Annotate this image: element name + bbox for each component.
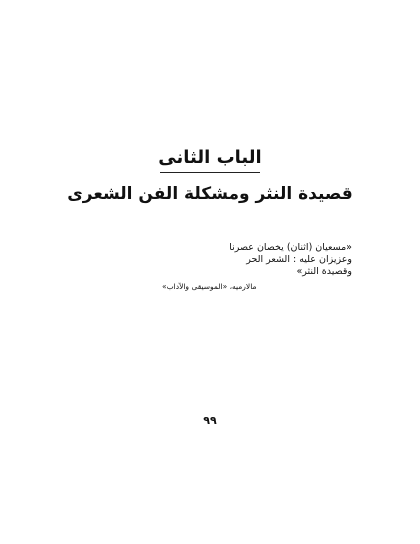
epigraph-line: «مسعيان (اثنان) يخصان عصرنا (229, 242, 352, 253)
epigraph (122, 242, 352, 293)
chapter-heading: الباب الثانى (158, 147, 262, 168)
chapter-title: قصيدة النثر ومشكلة الفن الشعرى (67, 184, 353, 204)
page-number: ٩٩ (203, 414, 217, 427)
epigraph-line: وقصيدة النثر» (296, 266, 352, 277)
epigraph-line: وعزيزان عليه : الشعر الحر (246, 254, 352, 265)
heading-underline (160, 172, 260, 173)
epigraph-source: مالارميه، «الموسيقى والآداب» (162, 282, 257, 291)
